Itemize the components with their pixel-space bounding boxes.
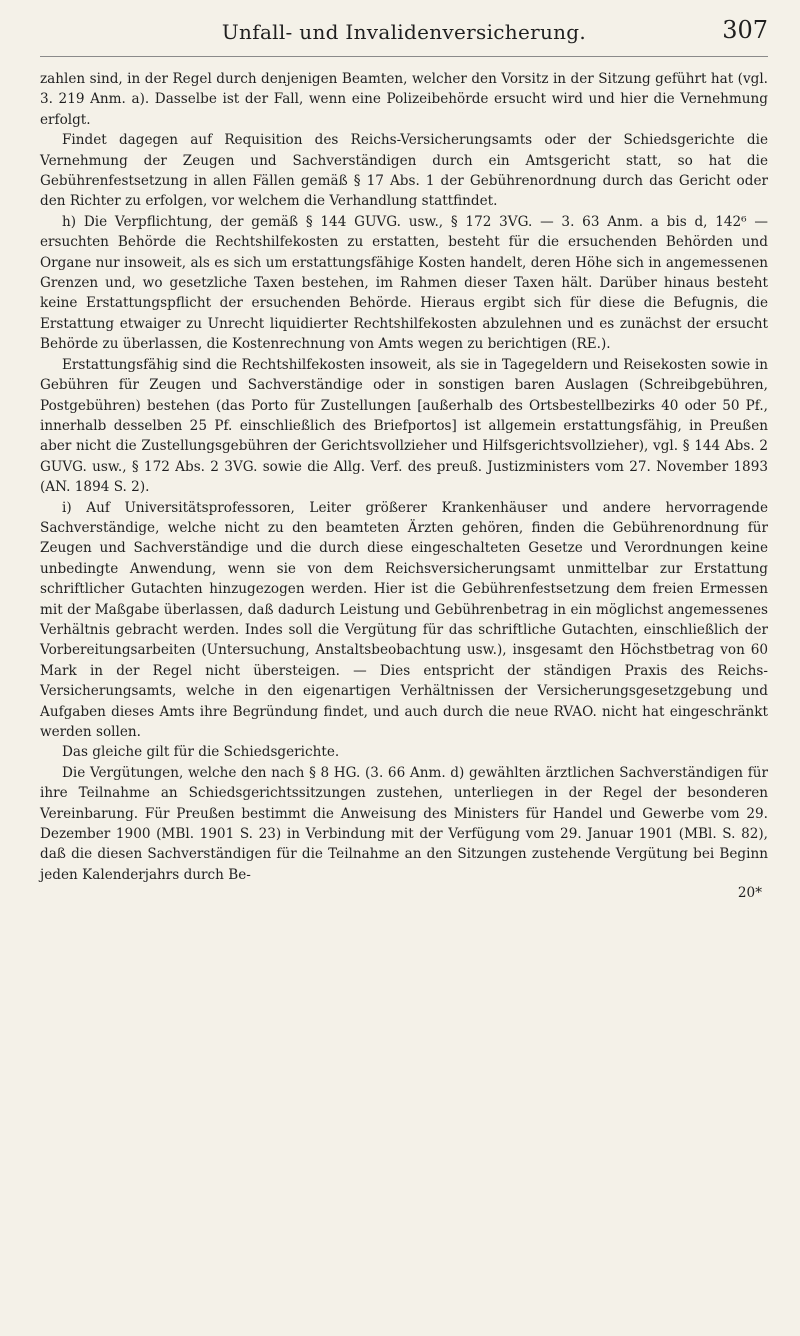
paragraph: Findet dagegen auf Requisition des Reichs-Versicherungsamts oder der Schiedsgerichte die Vernehmung der Zeugen und Sachverständigen durch ein Amtsgericht statt, so hat die Gebührenfestsetzung in allen Fällen gemäß § 17 Abs. 1 der Gebührenordnung durch das Gericht oder den Richter zu erfolgen, vor welchem die Verhandlung stattfindet. (40, 132, 768, 210)
page-number: 307 (722, 16, 768, 44)
paragraph: i) Auf Universitätsprofessoren, Leiter größerer Krankenhäuser und andere hervorragende Sachverständige, welche nicht zu den beamteten Ärzten gehören, finden die Gebührenordnung für Zeugen und Sachverständige und die durch diese eingeschalteten Gesetze und Verordnungen keine unbedingte Anwendung, wenn sie von dem Reichsversicherungsamt unmittelbar zur Erstattung schriftlicher Gutachten hinzugezogen werden. Hier ist die Gebührenfestsetzung dem freien Ermessen mit der Maßgabe überlassen, daß dadurch Leistung und Gebührenbetrag in ein möglichst angemessenes Verhältnis gebracht werden. Indes soll die Vergütung für das schriftliche Gutachten, einschließlich der Vorbereitungsarbeiten (Untersuchung, Anstaltsbeobachtung usw.), insgesamt den Höchstbetrag von 60 Mark in der Regel nicht übersteigen. — Dies entspricht der ständigen Praxis des Reichs-Versicherungsamts, welche in den eigenartigen Verhältnissen der Versicherungsgesetzgebung und Aufgaben dieses Amts ihre Begründung findet, und auch durch die neue RVAO. nicht hat eingeschränkt werden sollen. (40, 499, 768, 740)
paragraph: Die Vergütungen, welche den nach § 8 HG. (3. 66 Anm. d) gewählten ärztlichen Sachverständigen für ihre Teilnahme an Schiedsgerichtssitzungen zustehen, unterliegen in der Regel der besonderen Vereinbarung. Für Preußen bestimmt die Anweisung des Ministers für Handel und Gewerbe vom 29. Dezember 1900 (MBl. 1901 S. 23) in Verbindung mit der Verfügung vom 29. Januar 1901 (MBl. S. 82), daß die diesen Sachverständigen für die Teilnahme an den Sitzungen zustehende Vergütung bei Beginn jeden Kalenderjahrs durch Be- (40, 764, 768, 883)
paragraph: zahlen sind, in der Regel durch denjenigen Beamten, welcher den Vorsitz in der Sitzung geführt hat (vgl. 3. 219 Anm. a). Dasselbe ist der Fall, wenn eine Polizeibehörde ersucht wird und hier die Vernehmung erfolgt. (40, 71, 768, 128)
page-header (40, 12, 768, 57)
paragraph: Das gleiche gilt für die Schiedsgerichte. (62, 744, 340, 761)
signature-mark: 20* (737, 885, 762, 902)
running-title: Unfall- und Invalidenversicherung. (221, 20, 587, 44)
page (40, 0, 768, 901)
paragraph: Erstattungsfähig sind die Rechtshilfekosten insoweit, als sie in Tagegeldern und Reisekosten sowie in Gebühren für Zeugen und Sachverständige oder in sonstigen baren Auslagen (Schreibgebühren, Postgebühren) bestehen (das Porto für Zustellungen [außerhalb des Ortsbestellbezirks 40 oder 50 Pf., innerhalb desselben 25 Pf. einschließlich des Briefportos] ist allgemein erstattungsfähig, in Preußen aber nicht die Zustellungsgebühren der Gerichtsvollzieher und Hilfsgerichtsvollzieher), vgl. § 144 Abs. 2 GUVG. usw., § 172 Abs. 2 3VG. sowie die Allg. Verf. des preuß. Justizministers vom 27. November 1893 (AN. 1894 S. 2). (40, 356, 768, 496)
body-text (40, 57, 768, 901)
paragraph: h) Die Verpflichtung, der gemäß § 144 GUVG. usw., § 172 3VG. — 3. 63 Anm. a bis d, 142⁶ — ersuchten Behörde die Rechtshilfekosten zu erstatten, besteht für die ersuchenden Behörden und Organe nur insoweit, als es sich um erstattungsfähige Kosten handelt, deren Höhe sich in angemessenen Grenzen und, wo gesetzliche Taxen bestehen, im Rahmen dieser Taxen hält. Darüber hinaus besteht keine Erstattungspflicht der ersuchenden Behörde. Hieraus ergibt sich für diese die Befugnis, die Erstattung etwaiger zu Unrecht liquidierter Rechtshilfekosten abzulehnen und es zunächst der ersucht Behörde zu überlassen, die Kostenrechnung von Amts wegen zu berichtigen (RE.). (40, 213, 768, 353)
